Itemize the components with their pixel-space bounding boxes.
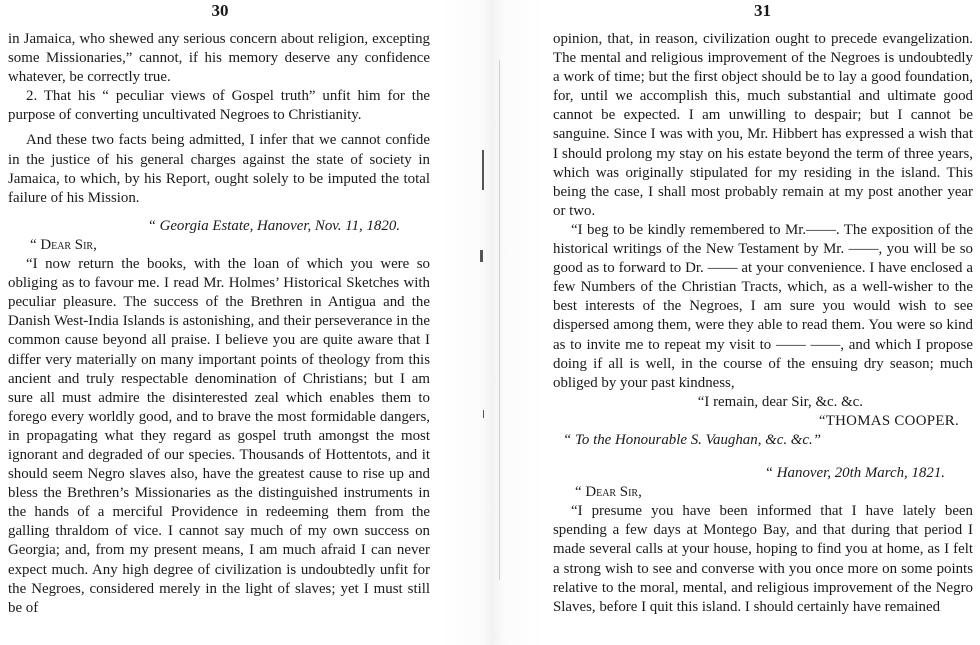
gutter-mark (480, 250, 483, 262)
letter-address: “ To the Honourable S. Vaughan, &c. &c.” (563, 431, 821, 448)
letter-salutation: “ Dear Sir, (575, 484, 642, 501)
letter-body: “I presume you have been informed that I have lately been spending a few days at Montego Bay, and that during that period I made several calls at your house, hoping to find you at home, as I felt a strong wish to see and converse with you once more on some points relative to the moral, mental, and religious improvement of the Negro Slaves, before I quit this island. I should certainly have remained (553, 503, 973, 615)
paragraph: “I beg to be kindly remembered to Mr.——. The exposition of the historical writings of the New Testament by Mr. ——, you will be so good as to forward to Dr. —— at your convenience. I have enclosed a few Numbers of the Christian Tracts, which, as a well-wisher to the best interests of the Negroes, I am sure you would wish to see dispersed among them, were they able to read them. You were so kind as to invite me to repeat my visit to —— ——, and which I propose doing if all is well, in the course of the ensuing dry season; much obliged by your past kindness, (553, 221, 973, 391)
letter-signature: “THOMAS COOPER. (818, 412, 959, 429)
paragraph: opinion, that, in reason, civilization ought to precede evangelization. The mental and religious improvement of the Negroes is undoubtedly a work of time; but the first object should be to lay a good foundation, for, until we accomplish this, much substantial and ultimate good cannot be expected. I am unwilling to despair; but I cannot be sanguine. Since I was with you, Mr. Hibbert has expressed a wish that I should prolong my stay on his estate beyond the term of three years, which was originally stipulated for my residing in the island. This being the case, I shall most probably remain at my post another year or two. (553, 31, 973, 219)
letter-dateline: “ Hanover, 20th March, 1821. (764, 465, 945, 482)
page-number-right: 31 (754, 1, 771, 20)
left-page-text (8, 30, 430, 618)
left-page (0, 0, 440, 645)
letter-salutation: “ Dear Sir, (30, 236, 97, 253)
paragraph: And these two facts being admitted, I infer that we cannot confide in the justice of his general charges against the state of society in Jamaica, to which, by his Report, ought solely to be imputed the total failure of his Mission. (8, 132, 430, 206)
gutter-mark (482, 150, 484, 190)
book-gutter (440, 0, 545, 645)
letter-closing: “I remain, dear Sir, &c. &c. (697, 393, 863, 410)
gutter-mark (483, 410, 484, 418)
letter-body: “I now return the books, with the loan of which you were so obliging as to favour me. I read Mr. Holmes’ Historical Sketches with peculiar pleasure. The success of the Brethren in Antigua and the Danish West-India Islands is astonishing, and their perseverance in the common cause beyond all praise. I believe you are quite aware that I differ very materially on many important points of theology from this ancient and truly respectable denomination of Christians; but I am sure all must admire the disinterested zeal which enables them to forego every worldly good, and to brave the most formidable dangers, in propagating what they regard as gospel truth amongst the most ignorant and degraded of our species. Thousands of Hottentots, and it should seem Negro slaves also, have the greatest cause to rise up and bless the Brethren’s Missionaries as the distinguished instruments in the hands of a merciful Providence in redeeming them from the galling thraldom of vice. I cannot say much of my own success on Georgia; and, from my present means, I am much afraid I can never expect much. Any high degree of civilization is undoubtedly unfit for the Negroes, considered merely in the light of slaves; yet I must still be of (8, 256, 430, 616)
right-page (545, 0, 980, 645)
right-page-text (553, 30, 973, 617)
page-number-left: 30 (211, 1, 229, 20)
letter-dateline: “ Georgia Estate, Hanover, Nov. 11, 1820. (147, 217, 400, 234)
gutter-fold-line (499, 60, 500, 580)
paragraph: in Jamaica, who shewed any serious concern about religion, excepting some Missionaries,” cannot, if his memory deserve any confidence whatever, be correctly true. (8, 31, 430, 86)
paragraph: 2. That his “ peculiar views of Gospel truth” unfit him for the purpose of converting uncultivated Negroes to Christianity. (8, 88, 430, 124)
